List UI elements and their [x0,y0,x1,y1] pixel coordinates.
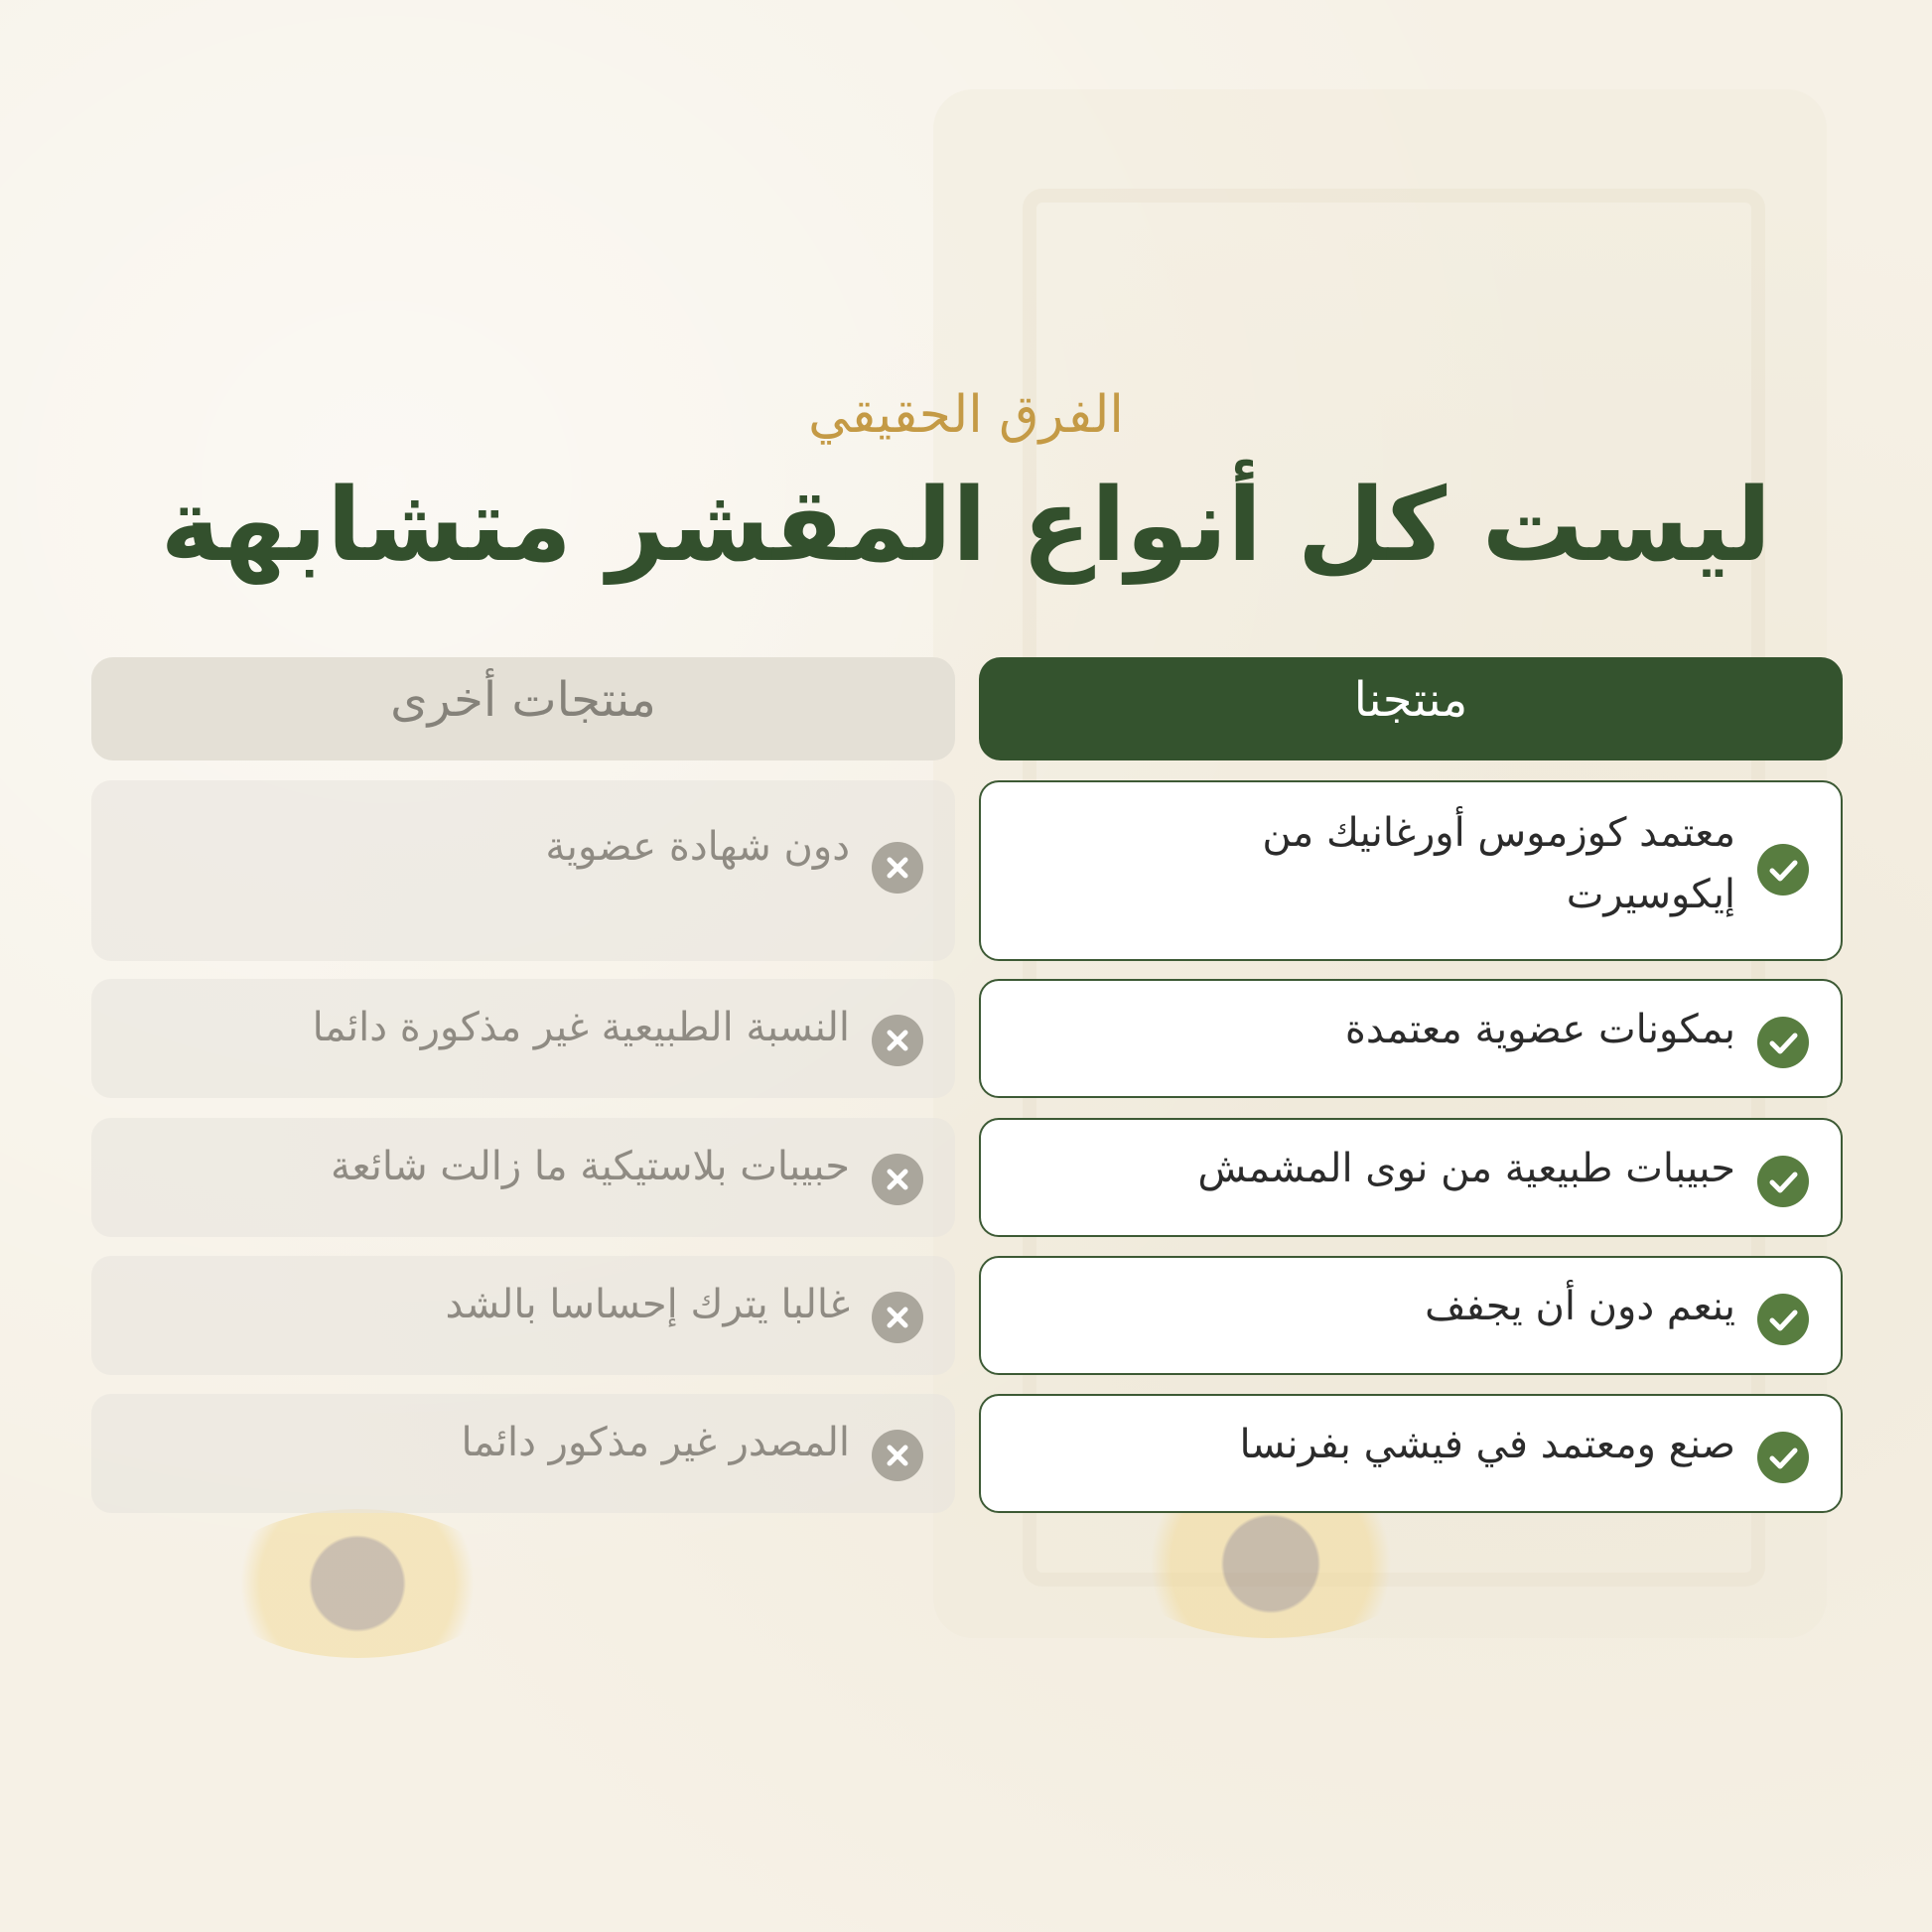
x-circle-icon [872,1015,923,1066]
x-circle-icon [872,1154,923,1205]
check-circle-icon [1757,1156,1809,1207]
ours-row [979,1394,1843,1513]
ours-row [979,1256,1843,1375]
kicker-text: الفرق الحقيقي [808,385,1124,445]
ours-row-text: حبيبات طبيعية من نوى المشمش [1197,1146,1735,1191]
ours-column-header: منتجنا [979,657,1843,760]
others-row-text: غالبا يترك إحساسا بالشد [445,1282,850,1327]
ours-row [979,1118,1843,1237]
others-row [91,979,955,1098]
others-row [91,1256,955,1375]
check-circle-icon [1757,844,1809,896]
others-row [91,1394,955,1513]
page-title: ليست كل أنواع المقشر متشابهة [160,467,1772,585]
check-circle-icon [1757,1017,1809,1068]
ours-row-text: بمكونات عضوية معتمدة [1344,1007,1735,1052]
x-circle-icon [872,1430,923,1481]
background-flower-left [213,1509,501,1658]
others-row-text: دون شهادة عضوية [545,824,850,870]
x-circle-icon [872,842,923,894]
ours-row-text: معتمد كوزموس أورغانيك من إيكوسيرت [1262,810,1735,917]
others-row-text: حبيبات بلاستيكية ما زالت شائعة [331,1144,850,1189]
others-row [91,780,955,961]
others-column-header: منتجات أخرى [91,657,955,760]
check-circle-icon [1757,1432,1809,1483]
others-row-text: المصدر غير مذكور دائما [461,1420,850,1465]
ours-row [979,979,1843,1098]
x-circle-icon [872,1292,923,1343]
others-row [91,1118,955,1237]
ours-row-text: صنع ومعتمد في فيشي بفرنسا [1239,1422,1735,1467]
ours-row-text: ينعم دون أن يجفف [1425,1284,1735,1329]
others-row-text: النسبة الطبيعية غير مذكورة دائما [312,1005,850,1050]
check-circle-icon [1757,1294,1809,1345]
ours-row [979,780,1843,961]
